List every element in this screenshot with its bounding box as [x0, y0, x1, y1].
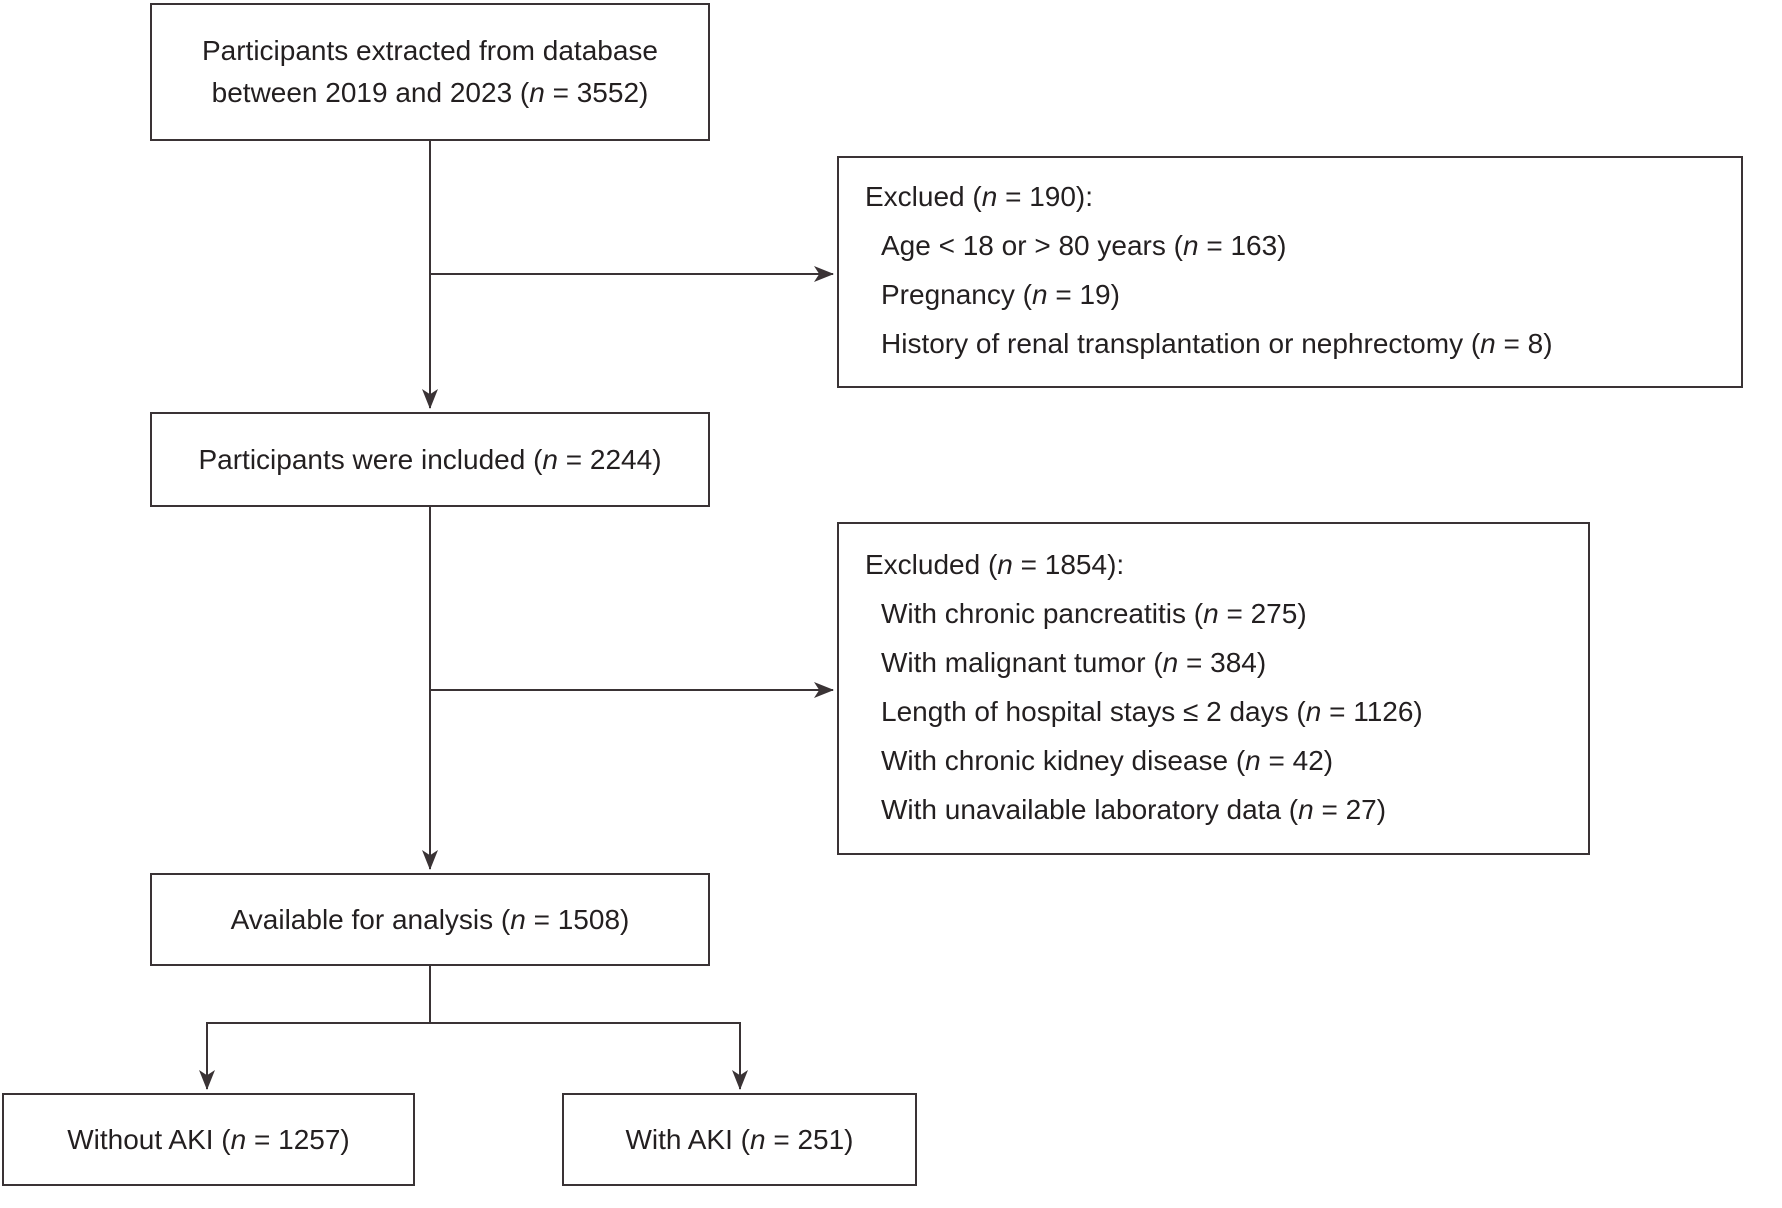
excluded-secondary-list	[865, 589, 1578, 834]
box-excluded-initial	[837, 156, 1743, 388]
excluded-initial-item-age: Age < 18 or > 80 years (n = 163)	[881, 230, 1287, 261]
participants-extracted-line2: between 2019 and 2023 (n = 3552)	[211, 77, 649, 108]
box-without-aki	[2, 1093, 415, 1186]
excluded-secondary-item-ckd: With chronic kidney disease (n = 42)	[881, 745, 1334, 776]
participants-included-label: Participants were included (n = 2244)	[198, 443, 662, 475]
excluded-initial-title: Exclued (n = 190):	[865, 181, 1094, 212]
excluded-initial-item-pregnancy: Pregnancy (n = 19)	[881, 279, 1120, 310]
excluded-secondary-item-pancreatitis: With chronic pancreatitis (n = 275)	[881, 598, 1307, 629]
without-aki-label: Without AKI (n = 1257)	[67, 1123, 350, 1155]
with-aki-label: With AKI (n = 251)	[625, 1123, 854, 1155]
available-for-analysis-label: Available for analysis (n = 1508)	[230, 903, 630, 935]
box-with-aki	[562, 1093, 917, 1186]
box-participants-included	[150, 412, 710, 507]
excluded-secondary-item-stay: Length of hospital stays ≤ 2 days (n = 1126)	[881, 696, 1423, 727]
box-participants-extracted	[150, 3, 710, 141]
excluded-secondary-item-tumor: With malignant tumor (n = 384)	[881, 647, 1267, 678]
participants-extracted-line1: Participants extracted from database	[201, 35, 658, 66]
excluded-secondary-title: Excluded (n = 1854):	[865, 549, 1125, 580]
box-excluded-secondary	[837, 522, 1590, 855]
box-available-for-analysis	[150, 873, 710, 966]
excluded-secondary-item-labdata: With unavailable laboratory data (n = 27)	[881, 794, 1387, 825]
excluded-initial-item-history: History of renal transplantation or nephrectomy (n = 8)	[881, 328, 1553, 359]
excluded-initial-list	[865, 221, 1731, 368]
